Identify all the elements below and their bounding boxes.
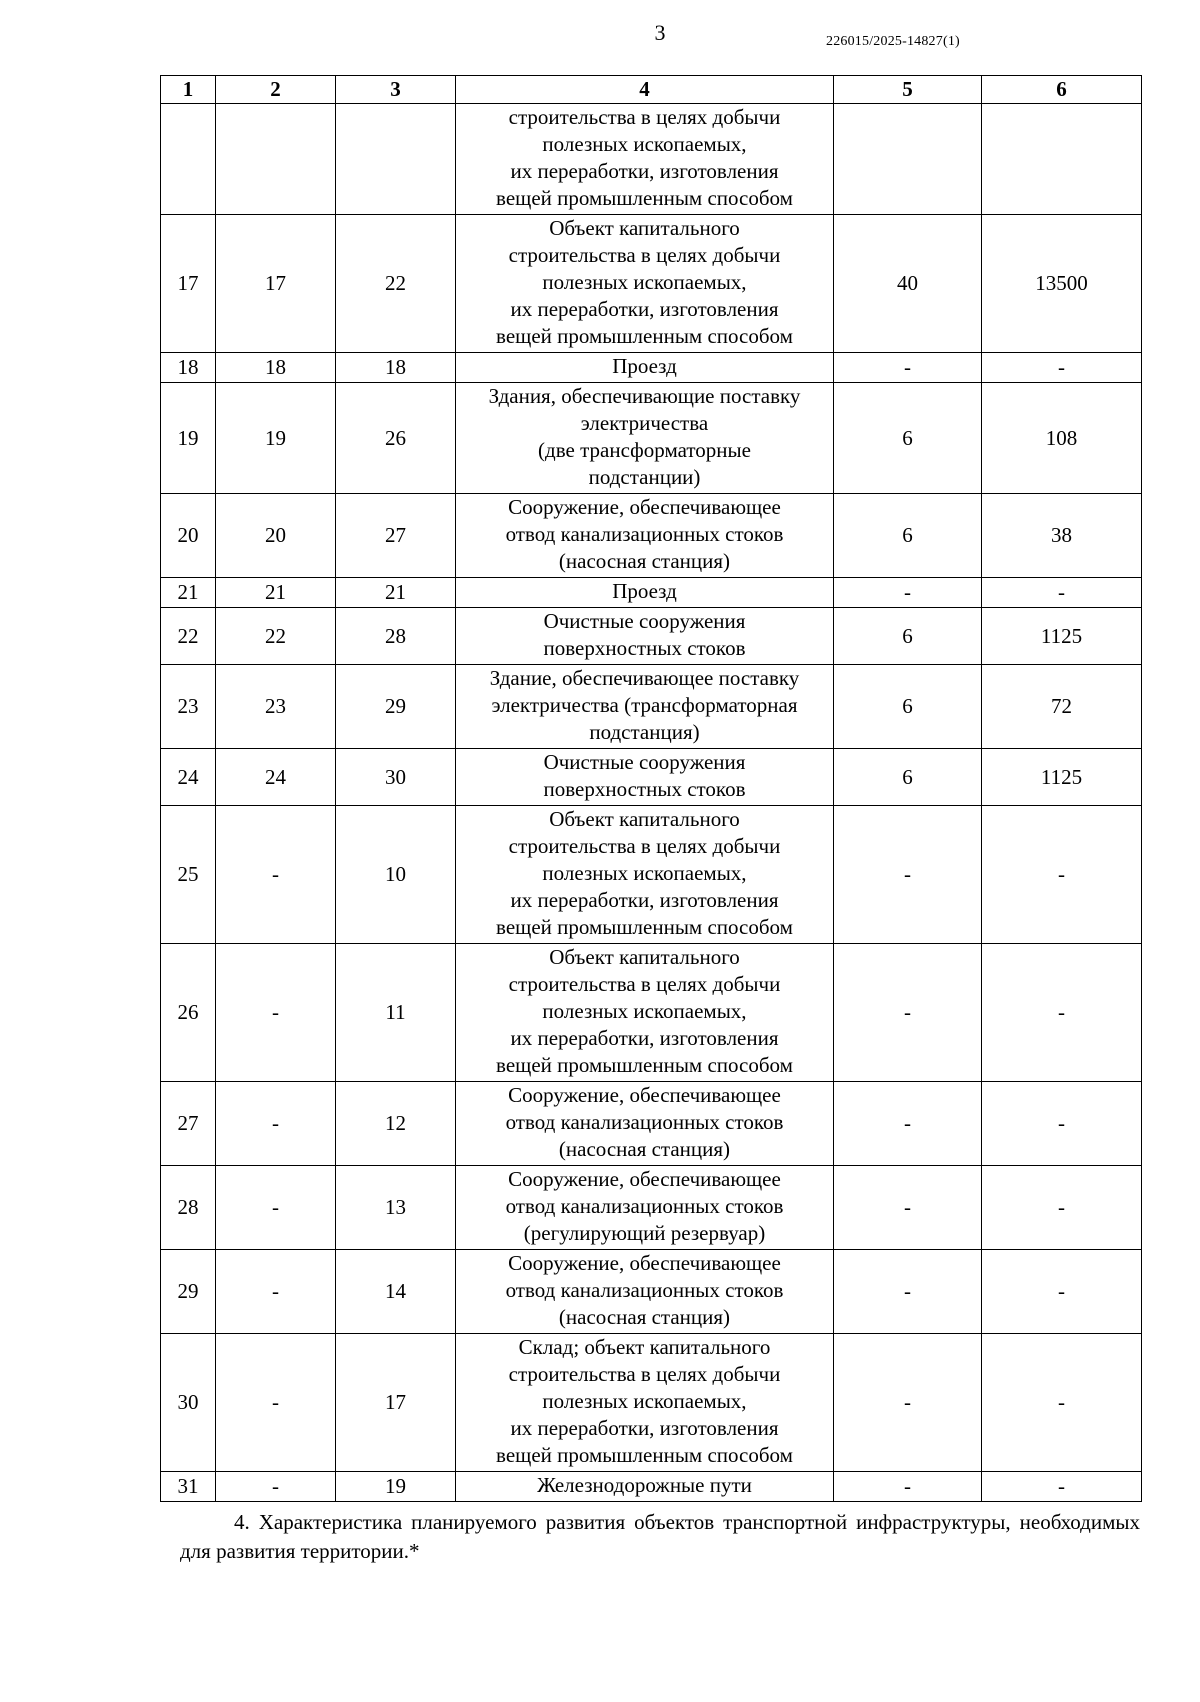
table-cell: - — [834, 353, 982, 383]
table-cell: 28 — [336, 608, 456, 665]
table-cell — [834, 104, 982, 215]
table-cell: 23 — [161, 665, 216, 749]
table-cell-description: Здание, обеспечивающее поставку электричества (трансформаторная подстанция) — [456, 665, 834, 749]
table-cell: 6 — [834, 665, 982, 749]
table-cell: 13500 — [982, 215, 1142, 353]
table-cell-description: Сооружение, обеспечивающее отвод канализационных стоков (насосная станция) — [456, 494, 834, 578]
table-cell: 29 — [161, 1250, 216, 1334]
table-cell-description: Проезд — [456, 353, 834, 383]
table-cell: - — [982, 353, 1142, 383]
table-cell: - — [834, 944, 982, 1082]
table-cell: 1125 — [982, 749, 1142, 806]
table-cell: - — [834, 578, 982, 608]
table-cell: - — [982, 1334, 1142, 1472]
column-header: 6 — [982, 76, 1142, 104]
table-cell-description: Здания, обеспечивающие поставку электричества (две трансформаторные подстанции) — [456, 383, 834, 494]
table-cell: 25 — [161, 806, 216, 944]
table-cell: 17 — [216, 215, 336, 353]
column-header: 2 — [216, 76, 336, 104]
table-cell: 24 — [216, 749, 336, 806]
table-cell: 26 — [336, 383, 456, 494]
table-cell-description: Очистные сооружения поверхностных стоков — [456, 749, 834, 806]
table-cell: - — [982, 944, 1142, 1082]
table-cell: 29 — [336, 665, 456, 749]
column-header: 5 — [834, 76, 982, 104]
table-cell: 72 — [982, 665, 1142, 749]
table-cell — [336, 104, 456, 215]
table-cell: - — [216, 806, 336, 944]
document-id: 226015/2025-14827(1) — [826, 34, 960, 49]
table-cell: 19 — [161, 383, 216, 494]
table-cell: 20 — [161, 494, 216, 578]
table-cell: 30 — [161, 1334, 216, 1472]
table-cell: 31 — [161, 1472, 216, 1502]
table-cell: - — [834, 806, 982, 944]
table-body — [161, 104, 1142, 1502]
table-row — [161, 353, 1142, 383]
table-row — [161, 1250, 1142, 1334]
table-header-row — [161, 76, 1142, 104]
table-cell-description: Сооружение, обеспечивающее отвод канализационных стоков (регулирующий резервуар) — [456, 1166, 834, 1250]
table-cell: - — [982, 578, 1142, 608]
table-cell: 19 — [216, 383, 336, 494]
table-cell-description: Сооружение, обеспечивающее отвод канализационных стоков (насосная станция) — [456, 1250, 834, 1334]
table-cell: 18 — [336, 353, 456, 383]
table-cell: - — [834, 1166, 982, 1250]
table-row — [161, 806, 1142, 944]
table-cell-description: Объект капитального строительства в целях добычи полезных ископаемых, их переработки, изготовления вещей промышленным способом — [456, 806, 834, 944]
table-row — [161, 944, 1142, 1082]
table-cell: 22 — [161, 608, 216, 665]
table-cell: 6 — [834, 608, 982, 665]
table-cell: 21 — [336, 578, 456, 608]
table-cell: 6 — [834, 383, 982, 494]
table-cell — [161, 104, 216, 215]
column-header: 3 — [336, 76, 456, 104]
objects-table — [160, 75, 1142, 1502]
table-cell: 40 — [834, 215, 982, 353]
table-cell: - — [216, 1472, 336, 1502]
table-cell: 18 — [161, 353, 216, 383]
table-cell: 6 — [834, 749, 982, 806]
table-cell: 38 — [982, 494, 1142, 578]
table-row — [161, 215, 1142, 353]
table-cell: 21 — [161, 578, 216, 608]
table-row — [161, 665, 1142, 749]
table-cell: - — [982, 1250, 1142, 1334]
table-row — [161, 608, 1142, 665]
table-cell-description: Склад; объект капитального строительства в целях добычи полезных ископаемых, их переработки, изготовления вещей промышленным способом — [456, 1334, 834, 1472]
table-cell: 11 — [336, 944, 456, 1082]
table-row — [161, 1082, 1142, 1166]
table-cell: 18 — [216, 353, 336, 383]
table-row — [161, 749, 1142, 806]
table-cell: 19 — [336, 1472, 456, 1502]
table-cell: - — [834, 1250, 982, 1334]
table-cell-description: Объект капитального строительства в целях добычи полезных ископаемых, их переработки, изготовления вещей промышленным способом — [456, 215, 834, 353]
table-cell: 14 — [336, 1250, 456, 1334]
table-cell — [982, 104, 1142, 215]
table-row — [161, 1334, 1142, 1472]
table-cell: 28 — [161, 1166, 216, 1250]
table-cell: - — [216, 944, 336, 1082]
table-cell: 10 — [336, 806, 456, 944]
table-cell — [216, 104, 336, 215]
table-cell: 26 — [161, 944, 216, 1082]
table-cell: 17 — [161, 215, 216, 353]
table-cell: 20 — [216, 494, 336, 578]
column-header: 4 — [456, 76, 834, 104]
table-cell: - — [216, 1334, 336, 1472]
table-cell: 21 — [216, 578, 336, 608]
table-cell-description: Проезд — [456, 578, 834, 608]
table-cell: 22 — [336, 215, 456, 353]
table-cell: - — [834, 1472, 982, 1502]
table-cell-description: Очистные сооружения поверхностных стоков — [456, 608, 834, 665]
table-cell: - — [216, 1166, 336, 1250]
table-cell: 13 — [336, 1166, 456, 1250]
table-cell: 108 — [982, 383, 1142, 494]
table-cell: 1125 — [982, 608, 1142, 665]
table-row — [161, 494, 1142, 578]
table-row — [161, 104, 1142, 215]
table-cell: - — [834, 1334, 982, 1472]
table-row — [161, 578, 1142, 608]
table-cell: 23 — [216, 665, 336, 749]
page-number: 3 — [654, 20, 666, 45]
column-header: 1 — [161, 76, 216, 104]
table-cell: - — [982, 1082, 1142, 1166]
table-cell: 27 — [161, 1082, 216, 1166]
table-cell: 30 — [336, 749, 456, 806]
table-row — [161, 1472, 1142, 1502]
table-cell: - — [216, 1082, 336, 1166]
table-row — [161, 383, 1142, 494]
table-cell: - — [982, 806, 1142, 944]
table-cell-description: Сооружение, обеспечивающее отвод канализационных стоков (насосная станция) — [456, 1082, 834, 1166]
table-cell: 17 — [336, 1334, 456, 1472]
table-cell: 6 — [834, 494, 982, 578]
table-cell-description: Объект капитального строительства в целях добычи полезных ископаемых, их переработки, изготовления вещей промышленным способом — [456, 944, 834, 1082]
table-cell: - — [216, 1250, 336, 1334]
table-cell: 12 — [336, 1082, 456, 1166]
table-cell: - — [982, 1472, 1142, 1502]
table-cell: 22 — [216, 608, 336, 665]
table-cell-description: строительства в целях добычи полезных ископаемых, их переработки, изготовления вещей промышленным способом — [456, 104, 834, 215]
table-cell: - — [834, 1082, 982, 1166]
table-cell: 24 — [161, 749, 216, 806]
table-cell-description: Железнодорожные пути — [456, 1472, 834, 1502]
table-cell: 27 — [336, 494, 456, 578]
table-cell: - — [982, 1166, 1142, 1250]
section-paragraph: 4. Характеристика планируемого развития объектов транспортной инфраструктуры, необходимых для развития территории.* — [180, 1510, 1140, 1563]
table-row — [161, 1166, 1142, 1250]
